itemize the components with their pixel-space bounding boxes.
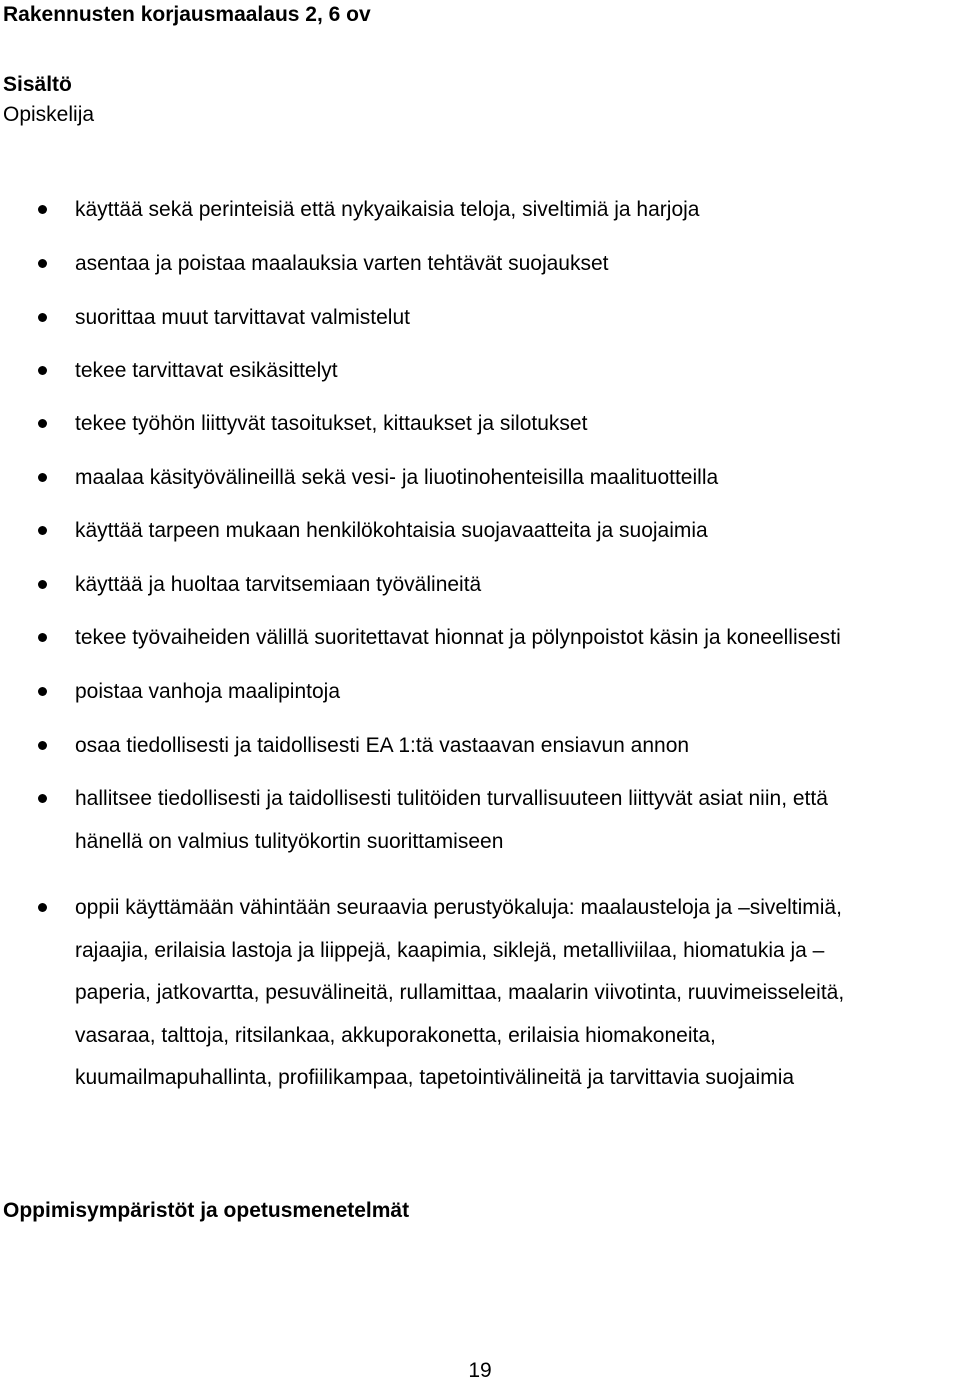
list-item-text: maalaa käsityövälineillä sekä vesi- ja liuotinohenteisilla maalituotteilla bbox=[75, 466, 719, 489]
list-item-text: asentaa ja poistaa maalauksia varten tehtävät suojaukset bbox=[75, 252, 609, 275]
list-item-text: hallitsee tiedollisesti ja taidollisesti tulitöiden turvallisuuteen liittyvät asiat niin, että hänellä on valmius tulityökortin suorittamiseen bbox=[75, 787, 828, 853]
list-item-text: käyttää tarpeen mukaan henkilökohtaisia suojavaatteita ja suojaimia bbox=[75, 519, 708, 542]
bullet-icon bbox=[38, 526, 47, 535]
page-number: 19 bbox=[468, 1359, 492, 1382]
bullet-icon bbox=[38, 366, 47, 375]
bullet-icon bbox=[38, 633, 47, 642]
document-title: Rakennusten korjausmaalaus 2, 6 ov bbox=[3, 3, 371, 26]
bullet-icon bbox=[38, 687, 47, 696]
bullet-icon bbox=[38, 419, 47, 428]
list-item-text: käyttää sekä perinteisiä että nykyaikaisia teloja, siveltimiä ja harjoja bbox=[75, 198, 700, 221]
bullet-icon bbox=[38, 205, 47, 214]
list-item-text: tekee tarvittavat esikäsittelyt bbox=[75, 359, 338, 382]
bullet-icon bbox=[38, 903, 47, 912]
list-item-text: poistaa vanhoja maalipintoja bbox=[75, 680, 341, 703]
list-item-text: käyttää ja huoltaa tarvitsemiaan työvälineitä bbox=[75, 573, 482, 596]
list-item-text: oppii käyttämään vähintään seuraavia perustyökaluja: maalausteloja ja –siveltimiä, rajaajia, erilaisia lastoja ja liippejä, kaapimia, siklejä, metalliviilaa, hiomatukia ja – paperia, jatkovartta, pesuvälineitä, rullamittaa, maalarin viivotinta, ruuvimeisseleitä, vasaraa, talttoja, ritsilankaa, akkuporakonetta, erilaisia hiomakoneita, kuumailmapuhallinta, profiilikampaa, tapetointivälineitä ja tarvittavia suojaimia bbox=[75, 896, 845, 1089]
list-item-text: tekee työvaiheiden välillä suoritettavat hionnat ja pölynpoistot käsin ja koneellisesti bbox=[75, 626, 841, 649]
bullet-icon bbox=[38, 580, 47, 589]
list-item-text: suorittaa muut tarvittavat valmistelut bbox=[75, 306, 410, 329]
bullet-icon bbox=[38, 741, 47, 750]
bullet-icon bbox=[38, 794, 47, 803]
bullet-icon bbox=[38, 473, 47, 482]
section-heading-learning-environments: Oppimisympäristöt ja opetusmenetelmät bbox=[3, 1199, 410, 1222]
bullet-icon bbox=[38, 313, 47, 322]
section-heading-content: Sisältö bbox=[3, 73, 72, 96]
bullet-icon bbox=[38, 259, 47, 268]
intro-text: Opiskelija bbox=[3, 103, 95, 126]
list-item-text: tekee työhön liittyvät tasoitukset, kittaukset ja silotukset bbox=[75, 412, 588, 435]
list-item-text: osaa tiedollisesti ja taidollisesti EA 1:tä vastaavan ensiavun annon bbox=[75, 734, 690, 757]
